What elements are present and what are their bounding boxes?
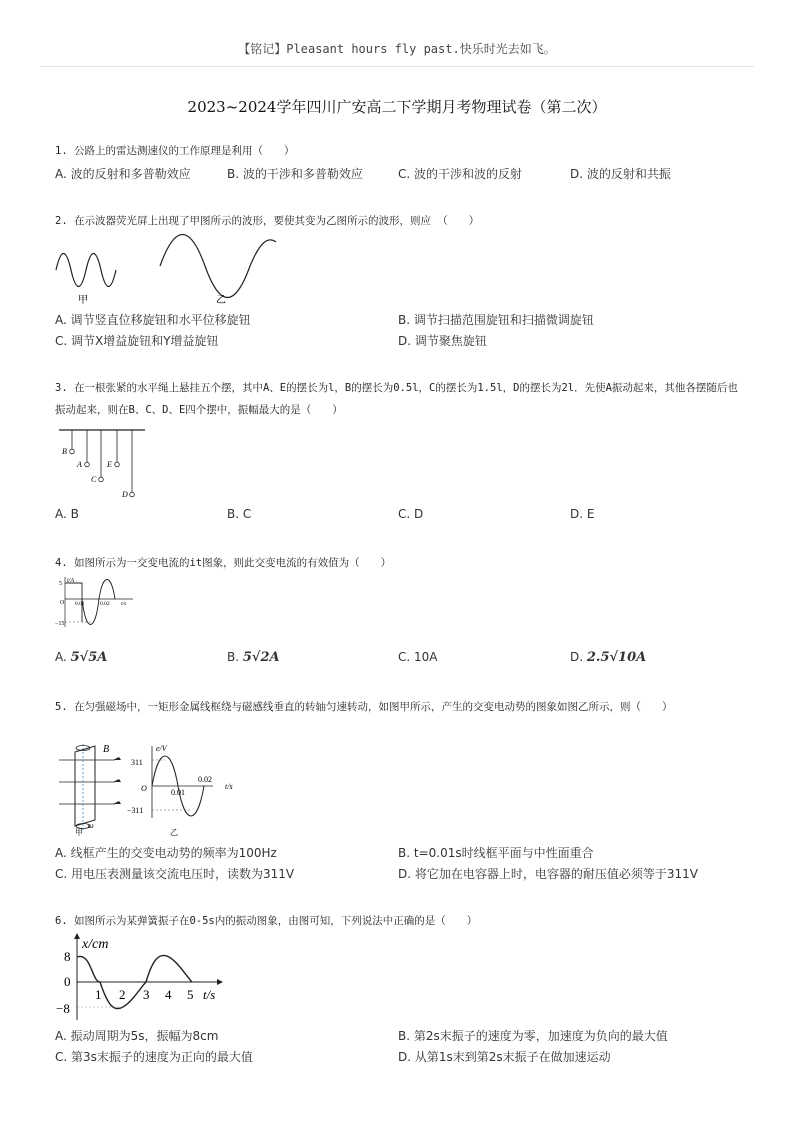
q5-label-minus311: −311 [127,806,144,815]
pendulum-a-bob [85,462,90,467]
q6-label-xcm: x/cm [82,937,109,952]
q6-oscillation-graph [55,932,235,1022]
label-a: A [77,460,82,469]
label-d: D [122,490,128,499]
label-b: B [62,447,67,456]
q3-option-b[interactable]: B. C [227,507,252,521]
q6-option-c[interactable]: C. 第3s末振子的速度为正向的最大值 [55,1050,253,1064]
q4-option-d[interactable]: D. 2.5√10A [570,650,647,665]
q6-option-a[interactable]: A. 振动周期为5s，振幅为8cm [55,1029,219,1043]
waveform-jia [56,254,116,287]
q2-waveform-figure [50,228,290,308]
q6-tick-3: 3 [143,987,150,1002]
waveform-yi [160,235,276,298]
q6-tick-1: 1 [95,987,102,1002]
q4-label-minus15: −15 [55,621,65,627]
q6-option-d[interactable]: D. 从第1s末到第2s末振子在做加速运动 [398,1050,611,1064]
q4-label-ts: t/s [121,601,127,607]
question-2-stem: 2. 在示波器荧光屏上出现了甲图所示的波形，要使其变为乙图所示的波形，则应 （ ） [55,215,480,227]
exam-title: 2023~2024学年四川广安高二下学期月考物理试卷（第二次） [187,98,607,116]
q5-option-c[interactable]: C. 用电压表测量该交流电压时，读数为311V [55,867,295,881]
q2-option-c[interactable]: C. 调节X增益旋钮和Y增益旋钮 [55,334,219,348]
q5-generator-figure [55,742,280,837]
q4-label-ia: i/A [67,578,74,584]
q4-option-c[interactable]: C. 10A [398,650,438,664]
q5-label-001: 0.01 [171,788,185,797]
q6-tick-5: 5 [187,987,194,1002]
q5-option-b[interactable]: B. t=0.01s时线框平面与中性面重合 [398,846,594,860]
label-c: C [91,475,97,484]
q1-option-d[interactable]: D. 波的反射和共振 [570,167,671,181]
q5-option-d[interactable]: D. 将它加在电容器上时，电容器的耐压值必须等于311V [398,867,698,881]
q5-label-ev: e/V [156,744,167,753]
q4-label-o: O [60,600,65,606]
q6-option-b[interactable]: B. 第2s末振子的速度为零，加速度为负向的最大值 [398,1029,668,1043]
question-1-stem: 1. 公路上的雷达测速仪的工作原理是利用（ ） [55,145,295,157]
fig-label-yi: 乙 [216,295,226,306]
pendulum-e-bob [115,462,120,467]
q5-label-ts: t/s [225,782,233,791]
pendulum-c-bob [99,477,104,482]
question-5-stem: 5. 在匀强磁场中，一矩形金属线框绕与磁感线垂直的转轴匀速转动，如图甲所示，产生的交变电动势的图象如图乙所示，则（ ） [55,701,673,713]
q6-label-0: 0 [64,974,71,989]
q5-label-311: 311 [131,758,143,767]
q4-option-b[interactable]: B. 5√2A [227,650,280,665]
question-4-stem: 4. 如图所示为一交变电流的it图象，则此交变电流的有效值为（ ） [55,557,392,569]
q5-option-a[interactable]: A. 线框产生的交变电动势的频率为100Hz [55,846,277,860]
q5-label-omega: ω [88,821,94,830]
q4-option-a[interactable]: A. 5√5A [55,650,108,665]
q6-tick-4: 4 [165,987,172,1002]
q5-label-o: O [141,784,147,793]
q6-label-ts: t/s [203,987,216,1002]
q1-option-a[interactable]: A. 波的反射和多普勒效应 [55,167,191,181]
q2-option-a[interactable]: A. 调节竖直位移旋钮和水平位移旋钮 [55,313,251,327]
fig-label-jia: 甲 [78,295,88,306]
q1-option-b[interactable]: B. 波的干涉和多普勒效应 [227,167,363,181]
q6-tick-2: 2 [119,987,126,1002]
q4-current-graph [55,575,140,630]
q1-option-c[interactable]: C. 波的干涉和波的反射 [398,167,523,181]
pendulum-d-bob [130,492,135,497]
q6-label-8: 8 [64,949,71,964]
q5-label-b: B [103,744,110,755]
q3-option-a[interactable]: A. B [55,507,79,521]
q5-label-002: 0.02 [198,775,212,784]
header-divider [40,66,754,67]
q2-option-d[interactable]: D. 调节聚焦旋钮 [398,334,487,348]
q6-label-minus8: −8 [56,1001,70,1016]
q4-label-002: 0.02 [100,601,110,607]
question-6-stem: 6. 如图所示为某弹簧振子在0-5s内的振动图象，由图可知，下列说法中正确的是（ ） [55,915,478,927]
q4-option-d-math: 2.5√10A [586,650,647,665]
q5-label-jia: 甲 [75,828,83,837]
coil-frame [75,746,95,826]
pendulum-b-bob [70,449,75,454]
q4-option-b-math: 5√2A [242,650,280,665]
q5-label-yi: 乙 [170,828,178,837]
q4-waveform-part2 [82,580,115,625]
question-3-stem: 3. 在一根张紧的水平绳上悬挂五个摆，其中A、E的摆长为l，B的摆长为0.5l，C的摆长为1.5l，D的摆长为2l．先使A振动起来，其他各摆随后也振动起来，则在B、C、D、E四个摆中，振幅最大的是（ ） [55,382,738,416]
page-header: 【铭记】Pleasant hours fly past.快乐时光去如飞。 [238,42,556,56]
q4-option-a-math: 5√5A [70,650,108,665]
q3-option-d[interactable]: D. E [570,507,595,521]
q4-label-5: 5 [59,581,62,587]
q4-label-001: 0.01 [75,601,85,607]
label-e: E [107,460,112,469]
q3-pendulum-figure [55,428,155,503]
q2-option-b[interactable]: B. 调节扫描范围旋钮和扫描微调旋钮 [398,313,594,327]
q3-option-c[interactable]: C. D [398,507,424,521]
